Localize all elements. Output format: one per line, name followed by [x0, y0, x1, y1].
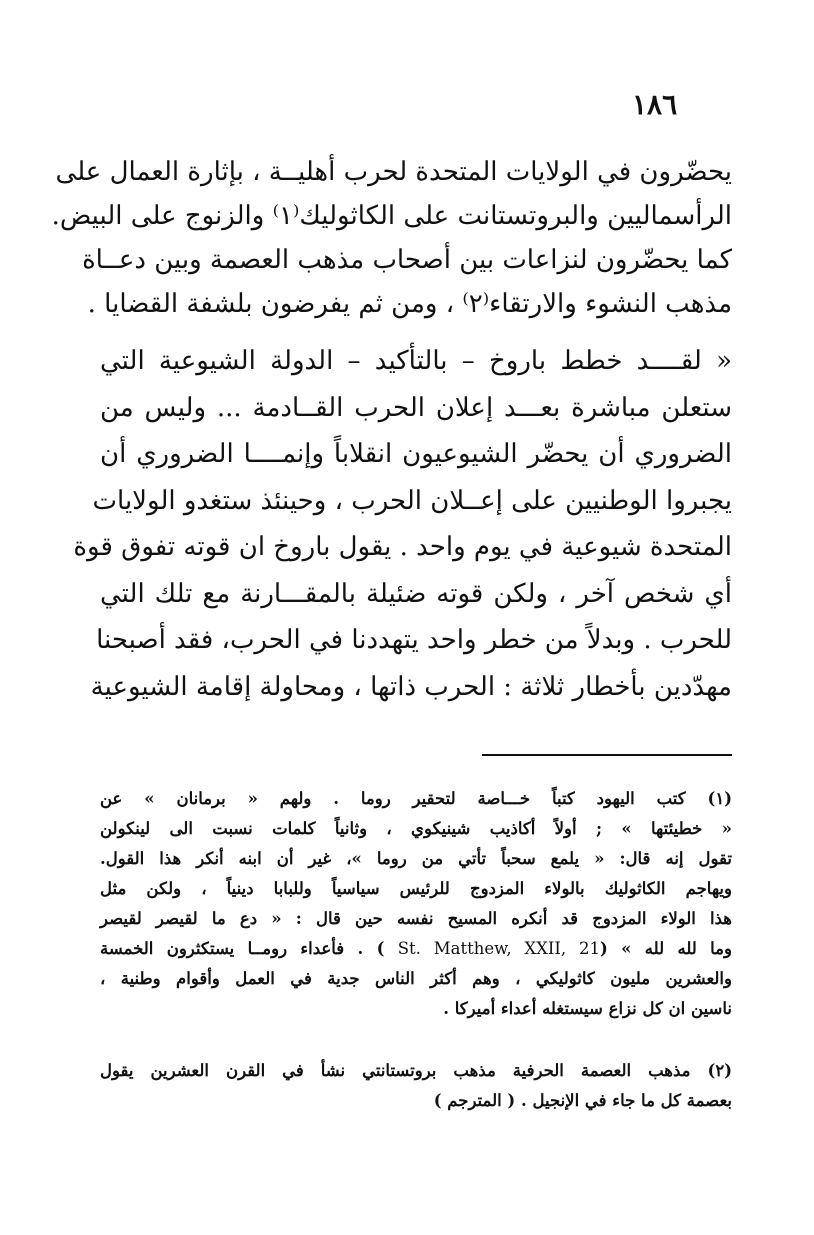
paragraph-line: كما يحضّرون لنزاعات بين أصحاب مذهب العصمة وبين دعــاة	[82, 245, 732, 275]
footnote-line: (٢) مذهب العصمة الحرفية مذهب بروتستانتي نشأ في القرن العشرين يقول	[100, 1061, 732, 1080]
footnote-line-end: ) . فأعداء رومــا يستكثرون الخمسة	[100, 939, 398, 958]
paragraph-line: ستعلن مباشرة بعـــد إعلان الحرب القــادمة ... وليس من	[100, 392, 732, 423]
footnote-line: « خطيئتها » ; أولاً أكاذيب شينيكوي ، وثانياً كلمات نسبت الى لينكولن	[100, 819, 732, 838]
bible-citation: St. Matthew, XXII, 21	[397, 939, 601, 958]
footnote-line	[100, 934, 732, 964]
paragraph-line: المتحدة شيوعية في يوم واحد . يقول باروخ ان قوته تفوق قوة	[73, 532, 732, 562]
paragraph-line: « لقــــد خطط باروخ – بالتأكيد – الدولة الشيوعية التي	[100, 346, 732, 376]
footnote-line-start: وما لله لله » (	[600, 939, 732, 958]
footnote-line: هذا الولاء المزدوج قد أنكره المسيح نفسه حين قال : « دع ما لقيصر لقيصر	[100, 909, 732, 928]
footnote-line: (١) كتب اليهود كتباً خـــاصة لتحقير روما . ولهم « برمانان » عن	[100, 789, 732, 808]
paragraph-2	[73, 338, 732, 710]
paragraph-line: يجبروا الوطنيين على إعــلان الحرب ، وحينئذ ستغدو الولايات	[92, 485, 732, 516]
footnote-line: تقول إنه قال: « يلمع سحباً تأتي من روما »، غير أن ابنه أنكر هذا القول.	[100, 849, 732, 868]
footnote-line: ناسين ان كل نزاع سيستغله أعداء أميركا .	[443, 999, 732, 1018]
footnote-divider	[482, 754, 732, 756]
paragraph-line: مهدّدين بأخطار ثلاثة : الحرب ذاتها ، ومحاولة إقامة الشيوعية	[90, 671, 732, 702]
footnote-2	[100, 1056, 732, 1116]
footnote-1	[100, 784, 732, 1024]
page-number: ١٨٦	[632, 88, 678, 121]
paragraph-line: يحضّرون في الولايات المتحدة لحرب أهليــة ، بإثارة العمال على	[55, 157, 732, 187]
paragraph-line: مذهب النشوء والارتقاء⁽٢⁾ ، ومن ثم يفرضون بلشفة القضايا .	[87, 289, 732, 319]
paragraph-line: الرأسماليين والبروتستانت على الكاثوليك⁽١⁾ والزنوج على البيض.	[51, 201, 732, 231]
footnote-line: بعصمة كل ما جاء في الإنجيل . ( المترجم )	[433, 1091, 732, 1110]
paragraph-line: للحرب . وبدلاً من خطر واحد يتهددنا في الحرب، فقد أصبحنا	[96, 625, 732, 655]
paragraph-1	[51, 150, 732, 326]
paragraph-line: أي شخص آخر ، ولكن قوته ضئيلة بالمقـــارنة مع تلك التي	[100, 578, 732, 609]
footnote-line: ويهاجم الكاثوليك بالولاء المزدوج للرئيس سياسياً وللبابا دينياً ، ولكن مثل	[100, 879, 732, 898]
footnote-line: والعشرين مليون كاثوليكي ، وهم أكثر الناس جدية في العمل وأقوام وطنية ،	[100, 969, 732, 988]
paragraph-line: الضروري أن يحضّر الشيوعيون انقلاباً وإنمــــا الضروري أن	[100, 439, 732, 469]
